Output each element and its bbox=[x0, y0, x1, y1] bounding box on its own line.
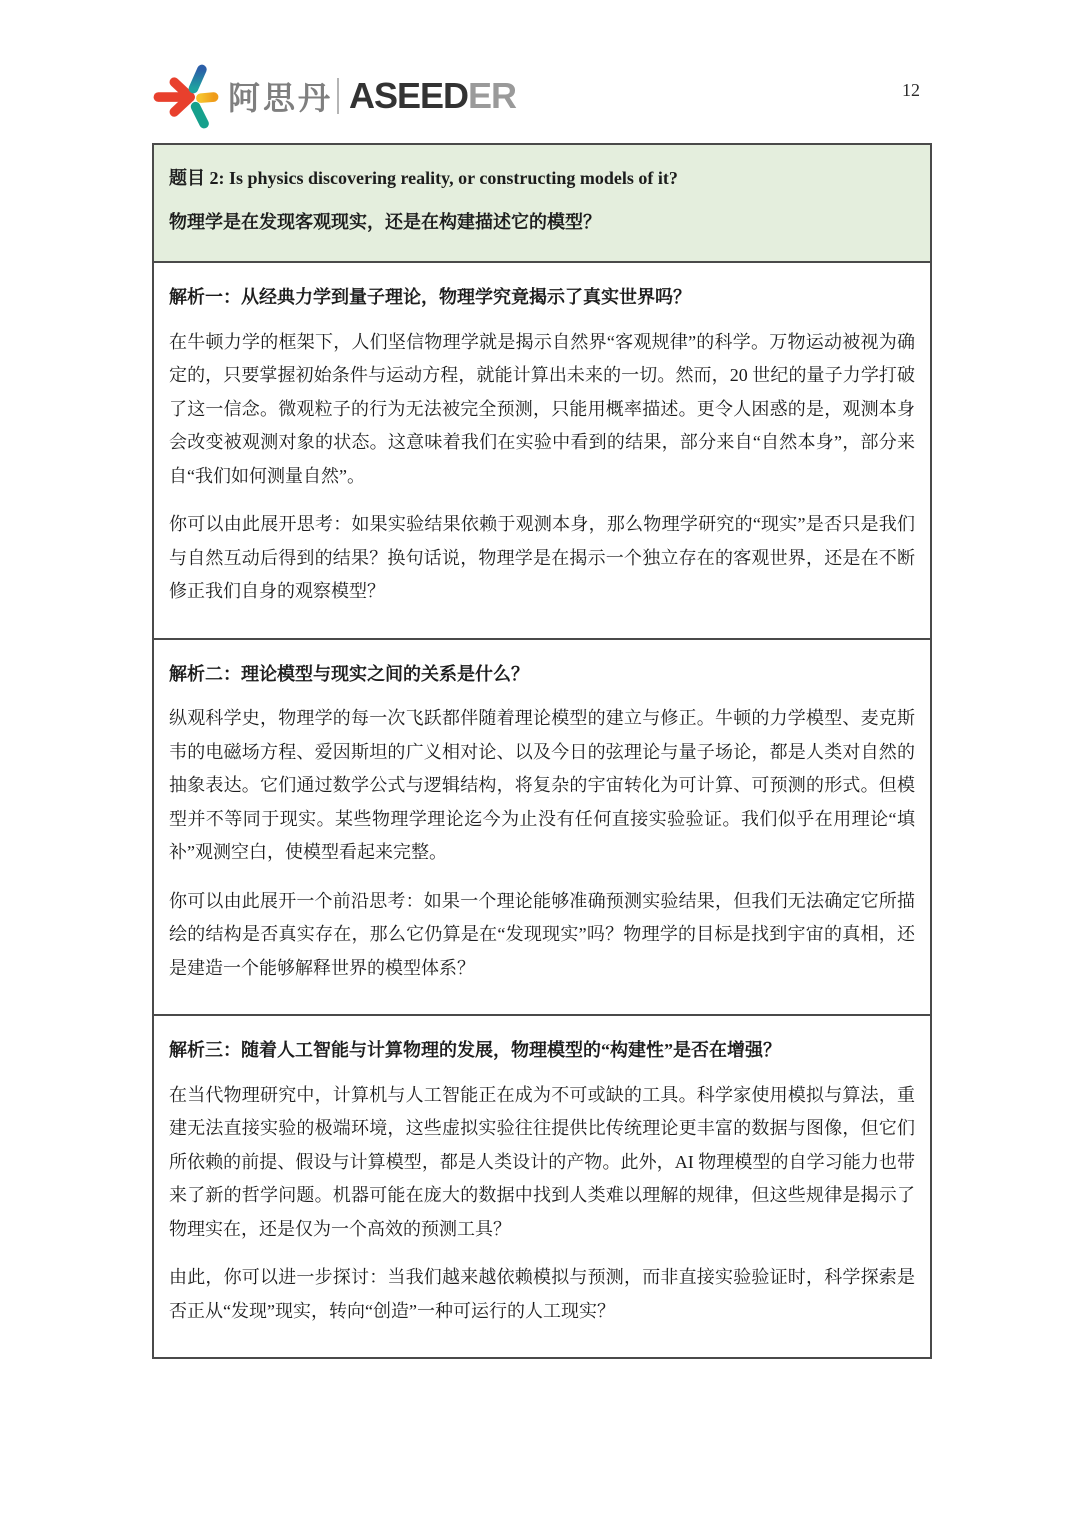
brand-en-dark: ASEED bbox=[349, 75, 469, 116]
section-heading: 解析三：随着人工智能与计算物理的发展，物理模型的“构建性”是否在增强？ bbox=[169, 1040, 781, 1061]
section-paragraph: 你可以由此展开思考：如果实验结果依赖于观测本身，那么物理学研究的“现实”是否只是我们与自然互动后得到的结果？换句话说，物理学是在揭示一个独立存在的客观世界，还是在不断修正我们自身的观察模型？ bbox=[169, 514, 915, 602]
section-paragraph: 由此，你可以进一步探讨：当我们越来越依赖模拟与预测，而非直接实验验证时，科学探索是否正从“发现”现实，转向“创造”一种可运行的人工现实？ bbox=[169, 1267, 915, 1321]
aseeder-asterisk-icon bbox=[152, 62, 220, 130]
analysis-section-1 bbox=[154, 261, 930, 638]
section-heading: 解析一：从经典力学到量子理论，物理学究竟揭示了真实世界吗？ bbox=[169, 287, 691, 307]
content-table bbox=[152, 143, 932, 1359]
analysis-section-2 bbox=[154, 638, 930, 1015]
section-paragraph: 在当代物理研究中，计算机与人工智能正在成为不可或缺的工具。科学家使用模拟与算法，重建无法直接实验的极端环境，这些虚拟实验往往提供比传统理论更丰富的数据与图像，但它们所依赖的前提、假设与计算模型，都是人类设计的产物。此外，AI 物理模型的自学习能力也带来了新的哲学问题。机器可能在庞大的数据中找到人类难以理解的规律，但这些规律是揭示了物理实在，还是仅为一个高效的预测工具？ bbox=[169, 1084, 915, 1239]
question-title-chinese: 物理学是在发现客观现实，还是在构建描述它的模型？ bbox=[169, 212, 601, 232]
section-paragraph: 纵观科学史，物理学的每一次飞跃都伴随着理论模型的建立与修正。牛顿的力学模型、麦克斯韦的电磁场方程、爱因斯坦的广义相对论、以及今日的弦理论与量子场论，都是人类对自然的抽象表达。它们通过数学公式与逻辑结构，将复杂的宇宙转化为可计算、可预测的形式。但模型并不等同于现实。某些物理学理论迄今为止没有任何直接实验验证。我们似乎在用理论“填补”观测空白，使模型看起来完整。 bbox=[169, 708, 915, 863]
aseeder-logo bbox=[152, 62, 516, 130]
section-paragraph: 你可以由此展开一个前沿思考：如果一个理论能够准确预测实验结果，但我们无法确定它所描绘的结构是否真实存在，那么它仍算是在“发现现实”吗？物理学的目标是找到宇宙的真相，还是建造一个能够解释世界的模型体系？ bbox=[169, 890, 915, 978]
analysis-section-3 bbox=[154, 1014, 930, 1357]
brand-name-english bbox=[349, 75, 516, 117]
section-paragraph: 在牛顿力学的框架下，人们坚信物理学就是揭示自然界“客观规律”的科学。万物运动被视为确定的，只要掌握初始条件与运动方程，就能计算出未来的一切。然而，20 世纪的量子力学打破了这一信念。微观粒子的行为无法被完全预测，只能用概率描述。更令人困惑的是，观测本身会改变被观测对象的状态。这意味着我们在实验中看到的结果，部分来自“自然本身”，部分来自“我们如何测量自然”。 bbox=[169, 331, 915, 486]
question-title-english: 题目 2: Is physics discovering reality, or constructing models of it? bbox=[169, 168, 678, 188]
page-number: 12 bbox=[902, 80, 920, 100]
logo-divider bbox=[337, 78, 339, 114]
section-heading: 解析二：理论模型与现实之间的关系是什么？ bbox=[169, 663, 529, 684]
brand-name-chinese: 阿思丹 bbox=[228, 80, 334, 116]
question-box bbox=[154, 145, 930, 261]
page-header bbox=[152, 62, 932, 130]
brand-en-light: ER bbox=[468, 75, 517, 116]
